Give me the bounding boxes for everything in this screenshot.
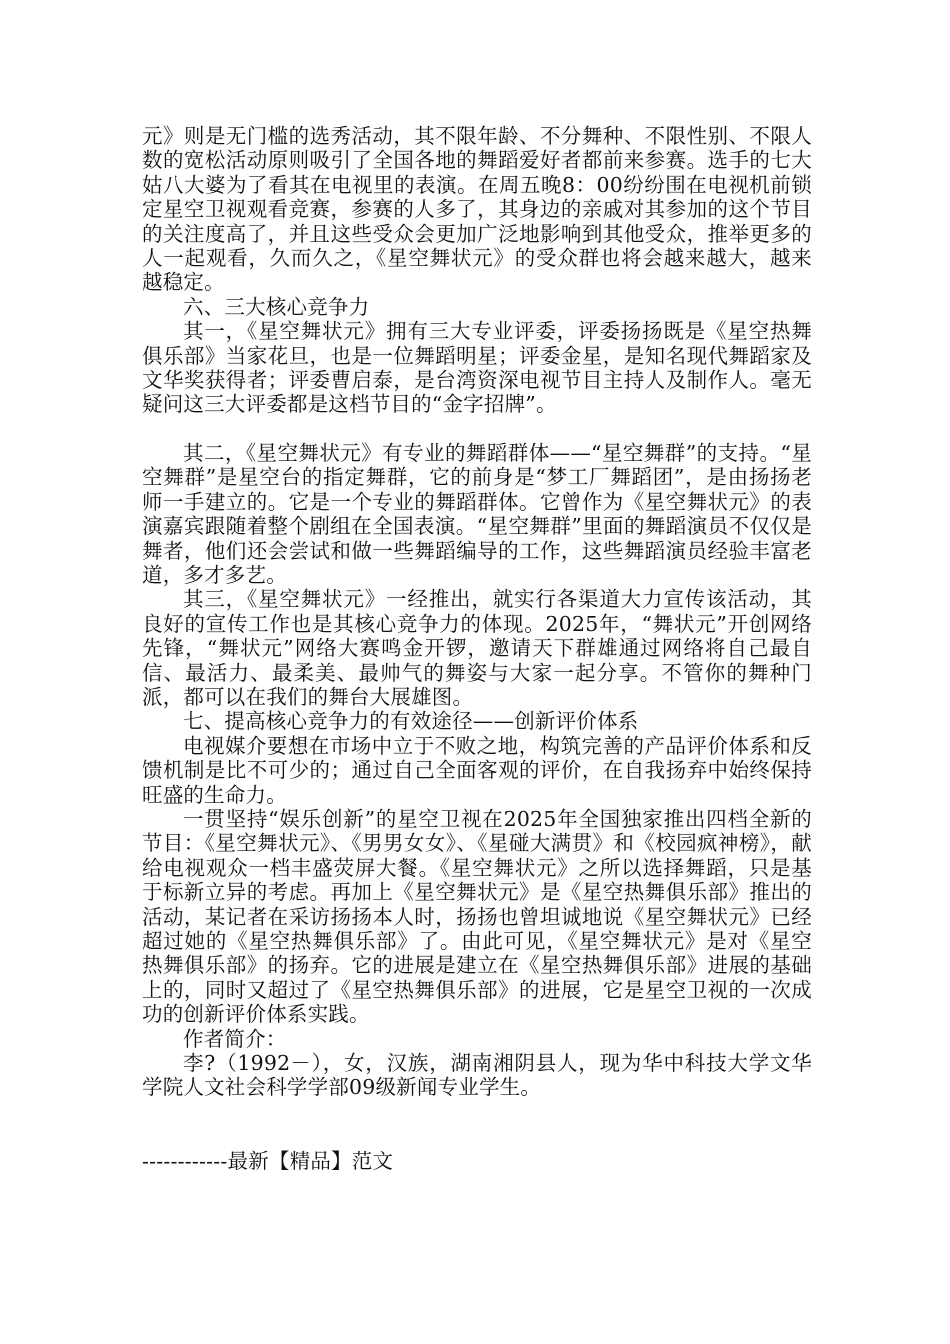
section-heading-seven: 七、提高核心竞争力的有效途径——创新评价体系 [183, 709, 639, 734]
author-bio: 李?（1992－），女，汉族，湖南湘阴县人，现为华中科技大学文华学院人文社会科学学部09级新闻专业学生。 [142, 1051, 812, 1100]
footer-spacer [142, 1100, 812, 1149]
author-heading: 作者简介： [183, 1026, 287, 1051]
paragraph-second-point: 其二，《星空舞状元》有专业的舞蹈群体——“星空舞群”的支持。“星空舞群”是星空台的指定舞群，它的前身是“梦工厂舞蹈团”，是由扬扬老师一手建立的。它是一个专业的舞蹈群体。它曾作为《星空舞状元》的表演嘉宾跟随着整个剧组在全国表演。“星空舞群”里面的舞蹈演员不仅仅是舞者，他们还会尝试和做一些舞蹈编导的工作，这些舞蹈演员经验丰富老道，多才多艺。 [142, 440, 812, 587]
paragraph-intro: 元》则是无门槛的选秀活动，其不限年龄、不分舞种、不限性别、不限人数的宽松活动原则吸引了全国各地的舞蹈爱好者都前来参赛。选手的七大姑八大婆为了看其在电视里的表演。在周五晚8：00纷纷围在电视机前锁定星空卫视观看竞赛，参赛的人多了，其身边的亲戚对其参加的这个节目的关注度高了，并且这些受众会更加广泛地影响到其他受众，推举更多的人一起观看，久而久之，《星空舞状元》的受众群也将会越来越大，越来越稳定。 [142, 124, 812, 295]
document-page [142, 124, 812, 1173]
paragraph-first-point: 其一，《星空舞状元》拥有三大专业评委，评委扬扬既是《星空热舞俱乐部》当家花旦，也是一位舞蹈明星；评委金星，是知名现代舞蹈家及文华奖获得者；评委曹启泰，是台湾资深电视节目主持人及制作人。毫无疑问这三大评委都是这档节目的“金字招牌”。 [142, 319, 812, 417]
paragraph-innovation: 一贯坚持“娱乐创新”的星空卫视在2025年全国独家推出四档全新的节目：《星空舞状元》、《男男女女》、《星碰大满贯》和《校园疯神榜》，献给电视观众一档丰盛荧屏大餐。《星空舞状元》之所以选择舞蹈，只是基于标新立异的考虑。再加上《星空舞状元》是《星空热舞俱乐部》推出的活动，某记者在采访扬扬本人时，扬扬也曾坦诚地说《星空舞状元》已经超过她的《星空热舞俱乐部》了。由此可见，《星空舞状元》是对《星空热舞俱乐部》的扬弃。它的进展是建立在《星空热舞俱乐部》进展的基础上的，同时又超过了《星空热舞俱乐部》的进展，它是星空卫视的一次成功的创新评价体系实践。 [142, 806, 812, 1027]
paragraph-third-point: 其三，《星空舞状元》一经推出，就实行各渠道大力宣传该活动，其良好的宣传工作也是其核心竞争力的体现。2025年，“舞状元”开创网络先锋，“舞状元”网络大赛鸣金开锣，邀请天下群雄通过网络将自己最自信、最活力、最柔美、最帅气的舞姿与大家一起分享。不管你的舞种门派，都可以在我们的舞台大展雄图。 [142, 587, 812, 709]
footer-text: ------------最新【精品】范文 [142, 1148, 394, 1173]
section-heading-six: 六、三大核心竞争力 [183, 294, 370, 319]
paragraph-spacer [142, 417, 812, 441]
paragraph-evaluation: 电视媒介要想在市场中立于不败之地，构筑完善的产品评价体系和反馈机制是比不可少的；通过自己全面客观的评价，在自我扬弃中始终保持旺盛的生命力。 [142, 733, 812, 807]
